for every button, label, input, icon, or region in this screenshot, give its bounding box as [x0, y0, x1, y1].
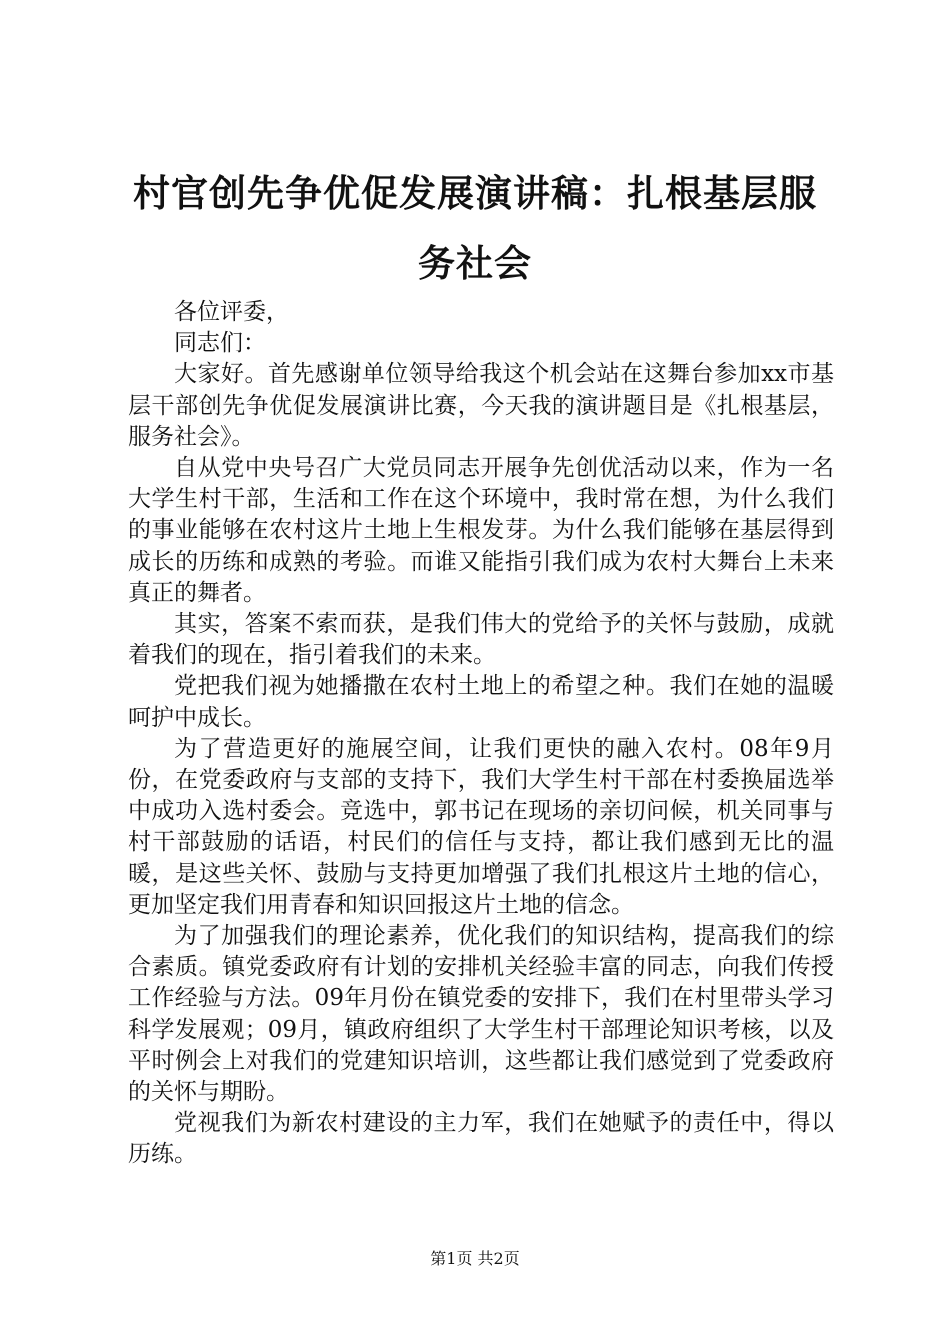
paragraph-answer: 其实，答案不索而获，是我们伟大的党给予的关怀与鼓励，成就着我们的现在，指引着我们的未来。: [128, 611, 834, 669]
paragraph-greeting: 大家好。首先感谢单位领导给我这个机会站在这舞台参加xx市基层干部创先争优促发展演讲比赛，今天我的演讲题目是《扎根基层，服务社会》。: [128, 361, 834, 450]
document-body: [128, 297, 834, 1171]
page-number-footer: 第1页 共2页: [430, 1249, 520, 1268]
salutation-judges: 各位评委，: [174, 299, 289, 325]
paragraph-seed: 党把我们视为她播撒在农村土地上的希望之种。我们在她的温暖呵护中成长。: [128, 673, 834, 731]
paragraph-election: 为了营造更好的施展空间，让我们更快的融入农村。08年9月份，在党委政府与支部的支持下，我们大学生村干部在村委换届选举中成功入选村委会。竞选中，郭书记在现场的亲切问候，机关同事与村干部鼓励的话语，村民们的信任与支持，都让我们感到无比的温暖，是这些关怀、鼓励与支持更加增强了我们扎根这片土地的信心，更加坚定我们用青春和知识回报这片土地的信念。: [128, 735, 834, 918]
document-title: 村官创先争优促发展演讲稿：扎根基层服务社会: [133, 171, 817, 285]
salutation-comrades: 同志们：: [174, 330, 266, 357]
paragraph-reflection: 自从党中央号召广大党员同志开展争先创优活动以来，作为一名大学生村干部，生活和工作在这个环境中，我时常在想，为什么我们的事业能够在农村这片土地上生根发芽。为什么我们能够在基层得到成长的历练和成熟的考验。而谁又能指引我们成为农村大舞台上未来真正的舞者。: [128, 455, 834, 606]
paragraph-training: 为了加强我们的理论素养，优化我们的知识结构，提高我们的综合素质。镇党委政府有计划的安排机关经验丰富的同志，向我们传授工作经验与方法。09年月份在镇党委的安排下，我们在村里带头学习科学发展观；09月，镇政府组织了大学生村干部理论知识考核，以及平时例会上对我们的党建知识培训，这些都让我们感觉到了党委政府的关怀与期盼。: [128, 923, 834, 1106]
paragraph-mainforce: 党视我们为新农村建设的主力军，我们在她赋予的责任中，得以历练。: [128, 1110, 834, 1168]
